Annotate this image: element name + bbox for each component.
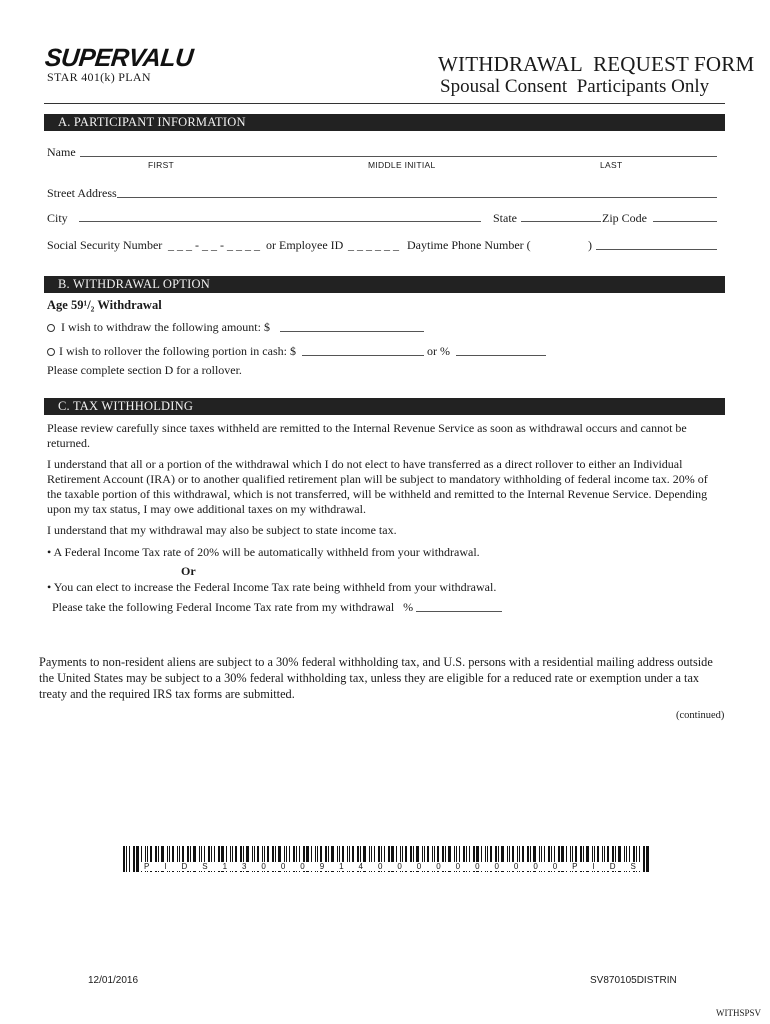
last-name-caption: LAST [600,160,623,170]
or-label: Or [181,564,196,578]
rollover-cash-label: I wish to rollover the following portion in cash: $ [59,344,296,358]
withdraw-amount-field[interactable] [280,331,424,332]
form-code: SV870105DISTRIN [590,975,677,986]
phone-field[interactable] [596,249,717,250]
barcode-char: 9 [319,862,325,871]
barcode-char: 4 [358,862,363,871]
barcode-bar [123,846,125,872]
barcode-bar [643,846,645,872]
tax-rate-field[interactable] [416,611,502,612]
phone-close-paren: ) [588,238,592,252]
barcode-char: D [609,862,616,871]
default-rate-bullet: • A Federal Income Tax rate of 20% will be automatically withheld from your withdrawal. [47,545,480,559]
barcode-char: 1 [339,862,344,871]
phone-label: Daytime Phone Number ( [407,238,531,252]
barcode-char: S [630,862,636,871]
barcode-char: 0 [513,862,519,871]
employee-id-field[interactable]: _ _ _ _ _ _ [348,238,399,252]
barcode-char: 1 [222,862,228,871]
name-label: Name [47,145,76,159]
ssn-label: Social Security Number [47,238,163,252]
barcode-char: D [181,862,188,871]
state-tax-paragraph: I understand that my withdrawal may also be subject to state income tax. [47,523,397,537]
form-date: 12/01/2016 [88,975,139,986]
radio-icon[interactable] [47,348,55,356]
city-field[interactable] [79,221,481,222]
barcode-char: P [572,862,578,871]
corner-code: WITHSPSV [716,1008,762,1018]
section-c-heading: C. TAX WITHHOLDING [44,398,725,415]
rollover-percent-field[interactable] [456,355,546,356]
tax-rate-prompt: Please take the following Federal Income Tax rate from my withdrawal % [52,600,414,614]
continued-note: (continued) [676,710,725,721]
barcode-char: 0 [377,862,383,871]
barcode-char: 0 [455,862,461,871]
rollover-cash-amount-field[interactable] [302,355,424,356]
barcode-bar [129,846,130,872]
barcode-char: P [144,862,150,871]
supervalu-logo: SUPERVALU [43,44,195,72]
form-title: WITHDRAWAL REQUEST FORM [438,52,755,76]
barcode-char: 0 [397,862,402,871]
plan-name: STAR 401(k) PLAN [47,70,151,84]
barcode-char: 0 [416,862,422,871]
barcode-bar [646,846,649,872]
or-percent-label: or % [427,344,450,358]
rollover-understanding-paragraph: I understand that all or a portion of the withdrawal which I do not elect to have transferred as a direct rollover to either an Individual Retirement Account (IRA) or to another qualified retirement plan will be subject to mandatory withholding of federal income tax. 20% of the taxable portion of this withdrawal, which is not transferred, will be withheld and remitted to the Internal Revenue Service. Depending upon my tax status, I may owe additional taxes on my withdrawal. [47,457,708,516]
first-name-caption: FIRST [148,160,175,170]
barcode-bar [133,846,135,872]
barcode-char: I [592,862,595,871]
withdraw-amount-option[interactable] [47,320,270,335]
ssn-field[interactable]: _ _ _ - _ _ - _ _ _ _ [168,238,260,252]
barcode-char: 0 [552,862,558,871]
city-label: City [47,211,68,225]
barcode-char: 3 [242,862,247,871]
barcode-char: 0 [475,862,480,871]
street-address-label: Street Address [47,186,117,200]
barcode-char: 0 [280,862,286,871]
review-paragraph: Please review carefully since taxes withheld are remitted to the Internal Revenue Service as soon as withdrawal occurs and cannot be returned. [47,421,687,450]
state-label: State [493,211,517,225]
employee-id-label: or Employee ID [266,238,344,252]
age-withdrawal-heading: Age 59¹/₂ Withdrawal [47,298,162,312]
withdraw-amount-label: I wish to withdraw the following amount: $ [61,320,270,334]
barcode-char: 0 [261,862,266,871]
radio-icon[interactable] [47,324,55,332]
header-divider [44,103,725,104]
barcode-char: S [202,862,208,871]
state-field[interactable] [521,221,601,222]
barcode-label [140,862,640,871]
street-address-field[interactable] [117,197,717,198]
rollover-cash-option[interactable] [47,344,296,359]
middle-initial-caption: MIDDLE INITIAL [368,160,436,170]
barcode-char: 0 [436,862,441,871]
name-field[interactable] [80,156,717,157]
barcode-bar [136,846,139,872]
zip-code-field[interactable] [653,221,717,222]
section-b-heading: B. WITHDRAWAL OPTION [44,276,725,293]
section-d-note: Please complete section D for a rollover. [47,363,242,377]
section-a-heading: A. PARTICIPANT INFORMATION [44,114,725,131]
barcode-char: I [164,862,167,871]
barcode-char: 0 [300,862,305,871]
zip-code-label: Zip Code [602,211,647,225]
barcode-bar [126,846,127,872]
increase-rate-bullet: • You can elect to increase the Federal Income Tax rate being withheld from your withdrawal. [47,580,497,594]
nonresident-paragraph: Payments to non-resident aliens are subject to a 30% federal withholding tax, and U.S. persons with a residential mailing address outside the United States may be subject to a 30% federal withholding tax, unless they are eligible for a reduced rate or exemption under a tax treaty and the required IRS tax forms are submitted. [39,655,713,701]
form-subtitle: Spousal Consent Participants Only [440,76,710,97]
barcode-char: 0 [533,862,538,871]
barcode-char: 0 [494,862,499,871]
